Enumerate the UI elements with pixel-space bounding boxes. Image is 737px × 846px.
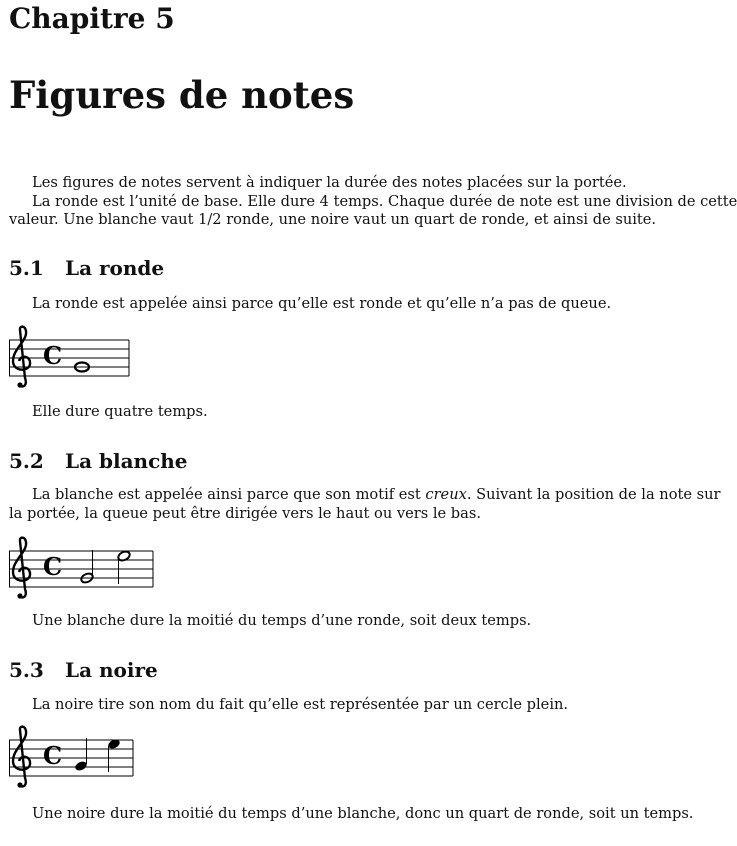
intro-line-1: Les figures de notes servent à indiquer la durée des notes placées sur la portée.: [32, 174, 627, 191]
time-signature: C: [43, 341, 63, 370]
noire-description: La noire tire son nom du fait qu’elle est représentée par un cercle plein.: [32, 696, 569, 713]
time-signature: C: [43, 552, 63, 581]
blanche-line-1: [9, 486, 721, 505]
blanche-text-after: . Suivant la position de la note sur: [466, 486, 721, 503]
blanche-text: [9, 486, 721, 523]
treble-clef-icon: [13, 327, 30, 388]
half-note-icon: [117, 550, 131, 584]
ronde-text: [9, 295, 655, 314]
intro-line-3: valeur. Une blanche vaut 1/2 ronde, une noire vaut un quart de ronde, et ainsi de suite.: [9, 211, 657, 228]
treble-clef-icon: [13, 538, 30, 599]
blanche-after: [9, 612, 655, 631]
section-heading-blanche: [9, 449, 188, 473]
ronde-after: [9, 403, 655, 422]
intro-paragraph: [9, 174, 737, 230]
section-number: 5.1: [9, 256, 44, 280]
blanche-line-2: la portée, la queue peut être dirigée vers le haut ou vers le bas.: [9, 504, 481, 522]
chapter-title: Figures de notes: [9, 73, 355, 117]
blanche-emphasis: creux: [425, 486, 467, 503]
blanche-text-before: La blanche est appelée ainsi parce que son motif est: [32, 486, 421, 503]
section-title: La blanche: [65, 449, 188, 473]
chapter-label: Chapitre 5: [9, 2, 175, 35]
intro-line-2: La ronde est l’unité de base. Elle dure 4 temps. Chaque durée de note est une division de cette: [32, 192, 737, 210]
section-title: La noire: [65, 658, 158, 682]
section-heading-noire: [9, 658, 158, 682]
noire-after: [9, 805, 694, 824]
blanche-duration: Une blanche dure la moitié du temps d’une ronde, soit deux temps.: [32, 612, 532, 629]
section-number: 5.2: [9, 449, 44, 473]
section-number: 5.3: [9, 658, 44, 682]
ronde-duration: Elle dure quatre temps.: [32, 403, 208, 420]
section-title: La ronde: [65, 256, 165, 280]
ronde-description: La ronde est appelée ainsi parce qu’elle est ronde et qu’elle n’a pas de queue.: [32, 295, 612, 312]
section-heading-ronde: [9, 256, 164, 280]
noire-text: [9, 696, 655, 715]
half-note-icon: [80, 550, 94, 584]
staff-blanche: [9, 539, 159, 601]
noire-duration: Une noire dure la moitié du temps d’une blanche, donc un quart de ronde, soit un temps.: [32, 805, 694, 822]
staff-ronde: [9, 328, 134, 390]
treble-clef-icon: [13, 727, 30, 788]
staff-noire: [9, 728, 139, 790]
time-signature: C: [43, 741, 63, 770]
